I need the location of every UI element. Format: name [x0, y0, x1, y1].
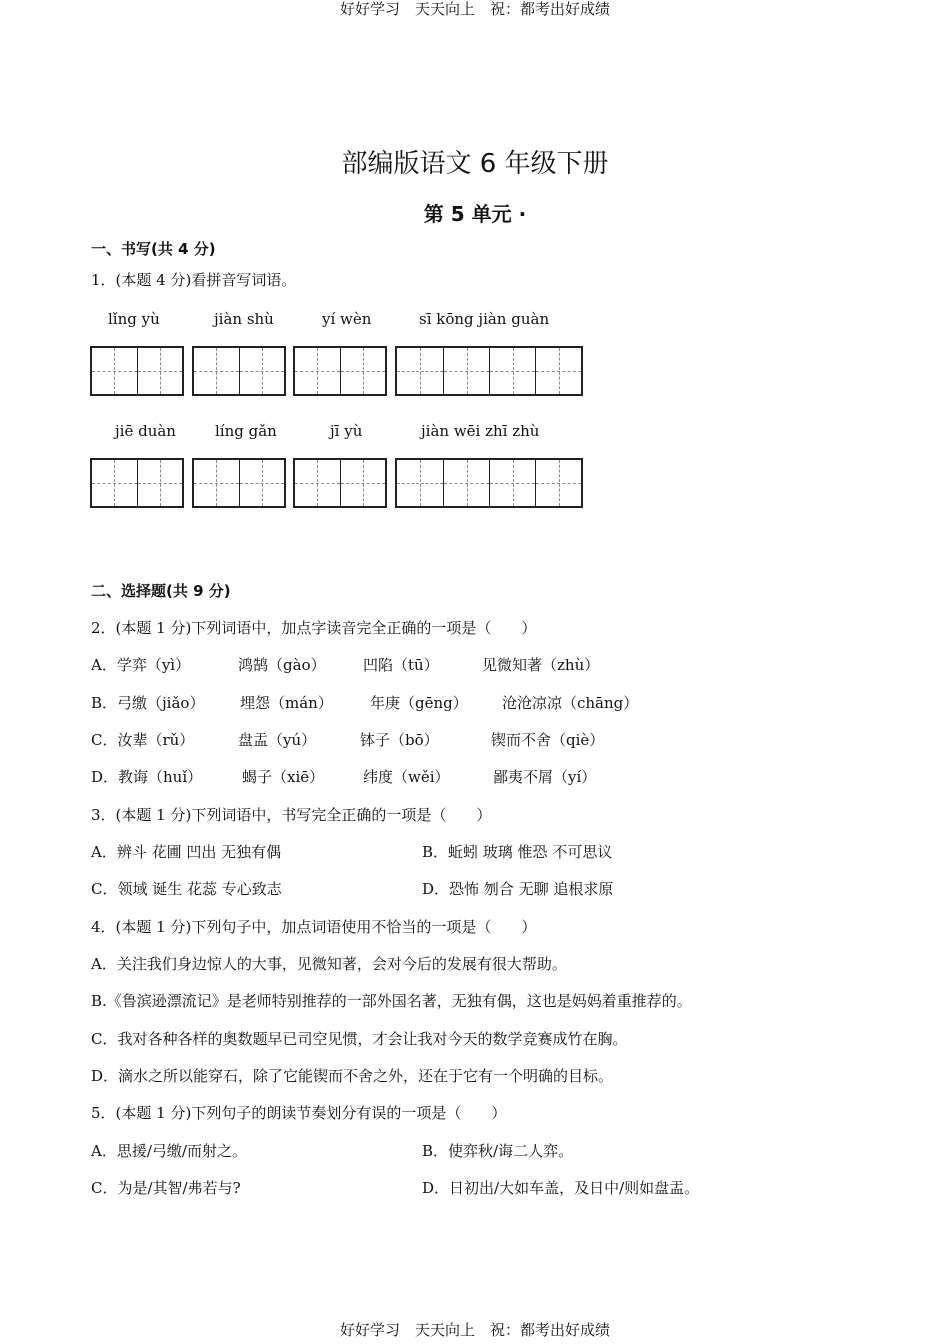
writing-grid-2[interactable] — [192, 346, 286, 396]
q2-option-b-1[interactable]: B．弓缴（jiǎo） — [91, 694, 205, 712]
q2-option-c-1[interactable]: C．汝辈（rǔ） — [91, 731, 195, 749]
q2-option-c-4: 锲而不舍（qiè） — [491, 731, 605, 749]
grid-cell[interactable] — [489, 348, 535, 394]
grid-cell[interactable] — [535, 348, 581, 394]
grid-cell[interactable] — [443, 348, 489, 394]
pinyin-4: sī kōng jiàn guàn — [419, 310, 550, 328]
q2-option-d-1[interactable]: D．教诲（huǐ） — [91, 768, 203, 786]
question-2-stem: 2．(本题 1 分)下列词语中，加点字读音完全正确的一项是（ ） — [91, 619, 537, 637]
grid-cell[interactable] — [239, 348, 284, 394]
page-footer: 好好学习 天天向上 祝：都考出好成绩 — [339, 1321, 610, 1339]
pinyin-6: líng gǎn — [215, 422, 277, 440]
q4-option-a[interactable]: A．关注我们身边惊人的大事，见微知著，会对今后的发展有很大帮助。 — [91, 955, 567, 973]
q5-option-c[interactable]: C．为是/其智/弗若与? — [91, 1179, 241, 1197]
grid-cell[interactable] — [295, 348, 340, 394]
q3-option-c[interactable]: C．领域 诞生 花蕊 专心致志 — [91, 880, 282, 898]
section-1-heading: 一、书写(共 4 分) — [91, 240, 216, 258]
grid-cell[interactable] — [92, 348, 137, 394]
q2-option-c-2: 盘盂（yú） — [238, 731, 317, 749]
question-3-stem: 3．(本题 1 分)下列词语中，书写完全正确的一项是（ ） — [91, 806, 492, 824]
pinyin-7: jī yù — [330, 422, 363, 440]
q2-option-b-3: 年庚（gēng） — [370, 694, 468, 712]
grid-cell[interactable] — [137, 348, 182, 394]
q2-option-c-3: 钵子（bō） — [360, 731, 439, 749]
q4-option-b[interactable]: B.《鲁滨逊漂流记》是老师特别推荐的一部外国名著，无独有偶，这也是妈妈着重推荐的。 — [91, 992, 692, 1010]
grid-cell[interactable] — [194, 460, 239, 506]
q5-option-b[interactable]: B．使弈秋/诲二人弈。 — [422, 1142, 574, 1160]
q2-option-d-3: 纬度（wěi） — [363, 768, 450, 786]
q4-option-d[interactable]: D．滴水之所以能穿石，除了它能锲而不舍之外，还在于它有一个明确的目标。 — [91, 1067, 614, 1085]
grid-cell[interactable] — [137, 460, 182, 506]
page-header: 好好学习 天天向上 祝：都考出好成绩 — [339, 0, 610, 18]
pinyin-1: lǐng yù — [108, 310, 160, 328]
grid-cell[interactable] — [340, 460, 385, 506]
q3-option-b[interactable]: B．蚯蚓 玻璃 惟恐 不可思议 — [422, 843, 613, 861]
grid-cell[interactable] — [397, 460, 443, 506]
writing-grid-1[interactable] — [90, 346, 184, 396]
grid-cell[interactable] — [340, 348, 385, 394]
q3-option-d[interactable]: D．恐怖 刎合 无聊 追根求原 — [422, 880, 614, 898]
grid-cell[interactable] — [295, 460, 340, 506]
q2-option-a-2: 鸿鹄（gào） — [238, 656, 326, 674]
writing-grid-7[interactable] — [293, 458, 387, 508]
pinyin-2: jiàn shù — [214, 310, 274, 328]
q3-option-a[interactable]: A．辨斗 花圃 凹出 无独有偶 — [91, 843, 282, 861]
page-subtitle: 第 5 单元 · — [423, 202, 527, 226]
question-1-stem: 1．(本题 4 分)看拼音写词语。 — [91, 271, 297, 289]
writing-grid-6[interactable] — [192, 458, 286, 508]
grid-cell[interactable] — [92, 460, 137, 506]
q2-option-b-2: 埋怨（mán） — [240, 694, 333, 712]
writing-grid-8[interactable] — [395, 458, 583, 508]
q2-option-a-1[interactable]: A．学弈（yì） — [91, 656, 191, 674]
question-4-stem: 4．(本题 1 分)下列句子中，加点词语使用不恰当的一项是（ ） — [91, 918, 537, 936]
grid-cell[interactable] — [239, 460, 284, 506]
writing-grid-5[interactable] — [90, 458, 184, 508]
q5-option-d[interactable]: D．日初出/大如车盖，及日中/则如盘盂。 — [422, 1179, 700, 1197]
question-5-stem: 5．(本题 1 分)下列句子的朗读节奏划分有误的一项是（ ） — [91, 1104, 507, 1122]
q2-option-d-2: 蝎子（xiē） — [242, 768, 325, 786]
grid-cell[interactable] — [194, 348, 239, 394]
page-title: 部编版语文 6 年级下册 — [341, 149, 609, 179]
writing-grid-4[interactable] — [395, 346, 583, 396]
pinyin-8: jiàn wēi zhī zhù — [421, 422, 540, 440]
grid-cell[interactable] — [397, 348, 443, 394]
q4-option-c[interactable]: C．我对各种各样的奥数题早已司空见惯，才会让我对今天的数学竞赛成竹在胸。 — [91, 1030, 628, 1048]
writing-grid-3[interactable] — [293, 346, 387, 396]
q2-option-b-4: 沧沧凉凉（chāng） — [502, 694, 639, 712]
q2-option-d-4: 鄙夷不屑（yí） — [493, 768, 597, 786]
grid-cell[interactable] — [535, 460, 581, 506]
section-2-heading: 二、选择题(共 9 分) — [91, 582, 231, 600]
grid-cell[interactable] — [443, 460, 489, 506]
q2-option-a-4: 见微知著（zhù） — [482, 656, 600, 674]
pinyin-3: yí wèn — [322, 310, 372, 328]
grid-cell[interactable] — [489, 460, 535, 506]
pinyin-5: jiē duàn — [115, 422, 176, 440]
q5-option-a[interactable]: A．思援/弓缴/而射之。 — [91, 1142, 247, 1160]
q2-option-a-3: 凹陷（tū） — [363, 656, 439, 674]
